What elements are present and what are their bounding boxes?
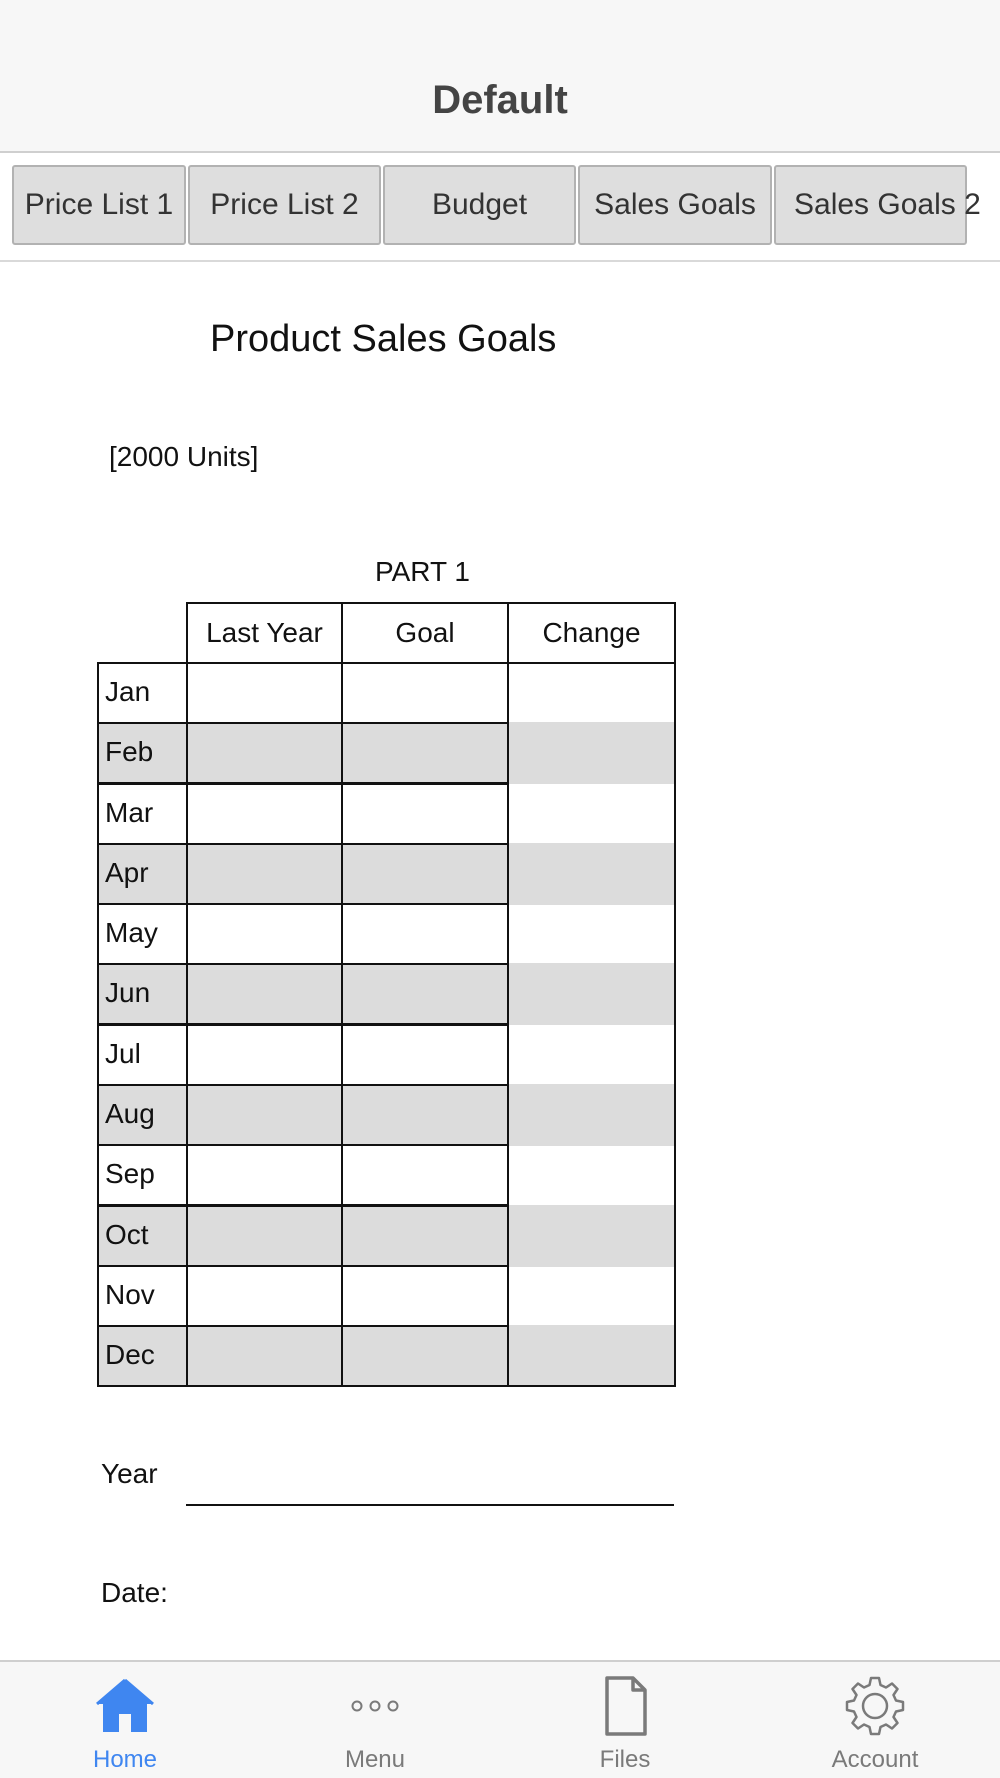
month-cell: Jan xyxy=(97,662,188,724)
goal-cell[interactable] xyxy=(341,903,509,965)
last-year-cell[interactable] xyxy=(186,1084,343,1146)
goal-cell[interactable] xyxy=(341,722,509,784)
bottom-navigation xyxy=(0,1660,1000,1778)
nav-menu-label: Menu xyxy=(344,1746,406,1773)
nav-files-label: Files xyxy=(599,1746,651,1773)
table-body xyxy=(97,662,676,1386)
month-cell: Jun xyxy=(97,963,188,1025)
change-cell[interactable] xyxy=(507,843,676,905)
table-row xyxy=(97,1144,676,1204)
tab-sales-goals-2[interactable]: Sales Goals 2 xyxy=(774,165,967,245)
last-year-cell[interactable] xyxy=(186,1144,343,1206)
month-cell: Aug xyxy=(97,1084,188,1146)
change-cell[interactable] xyxy=(507,1265,676,1327)
nav-files[interactable] xyxy=(500,1662,750,1778)
change-cell[interactable] xyxy=(507,1144,676,1206)
tab-sales-goals[interactable]: Sales Goals xyxy=(578,165,772,245)
table-row xyxy=(97,1265,676,1325)
goal-cell[interactable] xyxy=(341,1084,509,1146)
month-cell: Mar xyxy=(97,783,188,845)
month-cell: Nov xyxy=(97,1265,188,1327)
gear-icon xyxy=(843,1674,907,1738)
month-cell: Apr xyxy=(97,843,188,905)
change-cell[interactable] xyxy=(507,1084,676,1146)
goal-cell[interactable] xyxy=(341,1144,509,1206)
last-year-cell[interactable] xyxy=(186,843,343,905)
column-header-goal: Goal xyxy=(341,602,509,664)
table-row xyxy=(97,1024,676,1084)
month-cell: Jul xyxy=(97,1024,188,1086)
table-row xyxy=(97,1325,676,1385)
change-cell[interactable] xyxy=(507,1205,676,1267)
part-label: PART 1 xyxy=(375,556,470,587)
goal-cell[interactable] xyxy=(341,1265,509,1327)
last-year-cell[interactable] xyxy=(186,903,343,965)
file-icon xyxy=(593,1674,657,1738)
goal-cell[interactable] xyxy=(341,662,509,724)
table-row xyxy=(97,783,676,843)
month-cell: Sep xyxy=(97,1144,188,1206)
goal-cell[interactable] xyxy=(341,963,509,1025)
change-cell[interactable] xyxy=(507,1024,676,1086)
change-cell[interactable] xyxy=(507,903,676,965)
home-icon xyxy=(93,1674,157,1738)
document-title: Product Sales Goals xyxy=(210,318,557,360)
column-header-change: Change xyxy=(507,602,676,664)
top-bar xyxy=(0,0,1000,153)
table-row xyxy=(97,903,676,963)
goal-cell[interactable] xyxy=(341,1325,509,1387)
column-header-last-year: Last Year xyxy=(186,602,343,664)
units-label: [2000 Units] xyxy=(109,441,259,472)
goal-cell[interactable] xyxy=(341,843,509,905)
tab-price-list-2[interactable]: Price List 2 xyxy=(188,165,381,245)
change-cell[interactable] xyxy=(507,963,676,1025)
last-year-cell[interactable] xyxy=(186,1205,343,1267)
change-cell[interactable] xyxy=(507,783,676,845)
table-row xyxy=(97,843,676,903)
goal-cell[interactable] xyxy=(341,783,509,845)
month-cell: Feb xyxy=(97,722,188,784)
last-year-cell[interactable] xyxy=(186,783,343,845)
table-row xyxy=(97,963,676,1023)
date-label: Date: xyxy=(101,1577,168,1608)
nav-account-label: Account xyxy=(831,1746,919,1773)
change-cell[interactable] xyxy=(507,1325,676,1387)
table-row xyxy=(97,662,676,722)
month-cell: May xyxy=(97,903,188,965)
year-input-line[interactable] xyxy=(186,1504,674,1506)
table-row xyxy=(97,722,676,782)
year-label: Year xyxy=(101,1458,158,1489)
last-year-cell[interactable] xyxy=(186,963,343,1025)
tab-price-list-1[interactable]: Price List 1 xyxy=(12,165,186,245)
last-year-cell[interactable] xyxy=(186,1265,343,1327)
month-cell: Oct xyxy=(97,1205,188,1267)
nav-account[interactable] xyxy=(750,1662,1000,1778)
change-cell[interactable] xyxy=(507,662,676,724)
table-row xyxy=(97,1084,676,1144)
more-dots-icon xyxy=(343,1674,407,1738)
page-title: Default xyxy=(432,78,568,122)
goal-cell[interactable] xyxy=(341,1024,509,1086)
last-year-cell[interactable] xyxy=(186,662,343,724)
last-year-cell[interactable] xyxy=(186,1024,343,1086)
last-year-cell[interactable] xyxy=(186,1325,343,1387)
month-cell: Dec xyxy=(97,1325,188,1387)
tab-budget[interactable]: Budget xyxy=(383,165,576,245)
nav-menu[interactable] xyxy=(250,1662,500,1778)
last-year-cell[interactable] xyxy=(186,722,343,784)
sheet-tabs xyxy=(0,155,1000,262)
nav-home[interactable] xyxy=(0,1662,250,1778)
change-cell[interactable] xyxy=(507,722,676,784)
table-row xyxy=(97,1205,676,1265)
nav-home-label: Home xyxy=(92,1746,158,1773)
goal-cell[interactable] xyxy=(341,1205,509,1267)
